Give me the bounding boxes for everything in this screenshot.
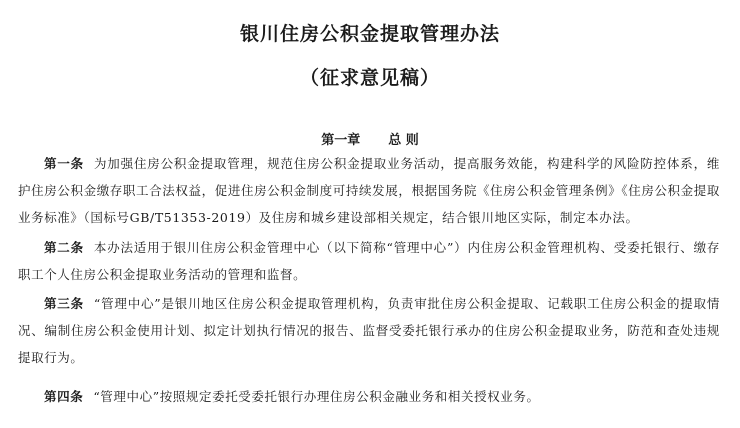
article-label: 第一条 [44,156,84,171]
document-subtitle: （征求意见稿） [299,67,440,89]
article-3 [18,290,720,371]
chapter-heading [0,129,740,148]
article-label: 第四条 [44,389,84,404]
chapter-number: 第一章 [321,133,361,148]
article-2 [18,234,720,288]
chapter-name: 总 则 [388,133,419,148]
article-label: 第三条 [44,296,84,311]
article-text: “管理中心”按照规定委托受委托银行办理住房公积金融业务和相关授权业务。 [93,389,540,404]
article-label: 第二条 [44,240,84,255]
article-4 [18,383,720,410]
article-text: “管理中心”是银川地区住房公积金提取管理机构，负责审批住房公积金提取、记载职工住房公积金的提取情况、编制住房公积金使用计划、拟定计划执行情况的报告、监督受委托银行承办的住房公积金提取业务，防范和查处违规提取行为。 [18,296,720,365]
article-1 [18,150,720,231]
article-text: 为加强住房公积金提取管理，规范住房公积金提取业务活动，提高服务效能，构建科学的风险防控体系，维护住房公积金缴存职工合法权益，促进住房公积金制度可持续发展，根据国务院《住房公积金管理条例》《住房公积金提取业务标准》（国标号GB/T51353-2019）及住房和城乡建设部相关规定，结合银川地区实际，制定本办法。 [18,156,720,225]
article-text: 本办法适用于银川住房公积金管理中心（以下简称“管理中心”）内住房公积金管理机构、受委托银行、缴存职工个人住房公积金提取业务活动的管理和监督。 [18,240,720,282]
document-title: 银川住房公积金提取管理办法 [239,23,500,45]
